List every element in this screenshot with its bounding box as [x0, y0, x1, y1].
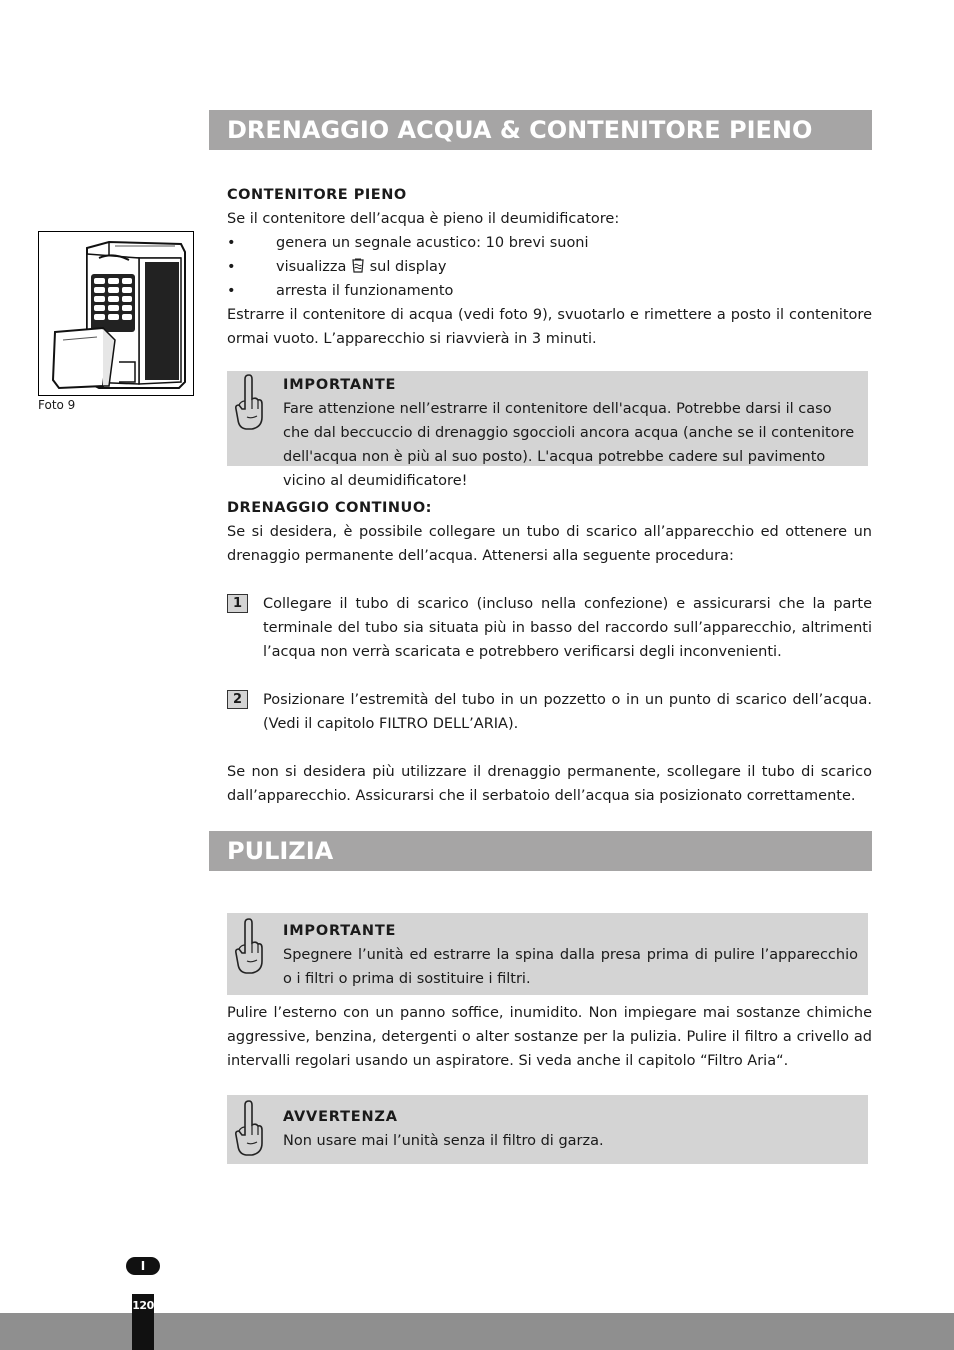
important-note-cleaning	[227, 913, 868, 995]
step-1	[227, 592, 872, 664]
note-heading: IMPORTANTE	[283, 923, 397, 939]
continuous-drain-heading: DRENAGGIO CONTINUO:	[227, 500, 432, 516]
continuous-drain-outro-block	[227, 760, 872, 808]
bullet-item	[227, 231, 872, 255]
pointing-hand-icon	[233, 373, 265, 431]
step-text: Posizionare l’estremità del tubo in un pozzetto o in un punto di scarico dell’acqua. (Vedi il capitolo FILTRO DELL’ARIA).	[263, 692, 872, 732]
bullet-dot: •	[227, 235, 236, 251]
step-number: 1	[227, 594, 248, 613]
bullet-text: arresta il funzionamento	[276, 283, 454, 299]
full-tank-heading: CONTENITORE PIENO	[227, 187, 407, 203]
step-text: Collegare il tubo di scarico (incluso nella confezione) e assicurarsi che la parte terminale del tubo sia situata più in basso del raccordo sull’apparecchio, altrimenti l’acqua non verrà scaricata e potrebbero verificarsi degli inconvenienti.	[263, 596, 872, 660]
section-title-cleaning: PULIZIA	[209, 831, 872, 871]
pointing-hand-icon	[233, 917, 265, 975]
continuous-drain-intro: Se si desidera, è possibile collegare un tubo di scarico all’apparecchio ed ottenere un drenaggio permanente dell’acqua. Attenersi alla seguente procedura:	[227, 524, 872, 564]
important-note-drainage	[227, 371, 868, 489]
warning-note	[227, 1095, 868, 1164]
bullet-text: visualizza	[276, 259, 347, 275]
bullet-dot: •	[227, 283, 236, 299]
cleaning-body-block	[227, 1001, 872, 1073]
figure-caption: Foto 9	[38, 398, 76, 412]
note-heading: IMPORTANTE	[283, 377, 397, 393]
full-tank-block	[227, 183, 872, 351]
language-badge: I	[126, 1257, 160, 1275]
section-title-drainage: DRENAGGIO ACQUA & CONTENITORE PIENO	[209, 110, 872, 150]
bullet-item	[227, 279, 872, 303]
bullet-item	[227, 255, 872, 279]
note-heading: AVVERTENZA	[283, 1109, 398, 1125]
tank-full-icon	[351, 258, 365, 273]
full-tank-body: Estrarre il contenitore di acqua (vedi foto 9), svuotarlo e rimettere a posto il contenitore ormai vuoto. L’apparecchio si riavvierà in 3 minuti.	[227, 307, 872, 347]
note-text: Non usare mai l’unità senza il filtro di garza.	[283, 1133, 604, 1149]
bullet-suffix: sul display	[369, 259, 447, 275]
photo-dehumidifier	[38, 231, 194, 396]
step-number: 2	[227, 690, 248, 709]
continuous-drain-block	[227, 496, 872, 568]
full-tank-intro: Se il contenitore dell’acqua è pieno il deumidificatore:	[227, 211, 620, 227]
page-number: 120	[132, 1294, 154, 1350]
cleaning-body: Pulire l’esterno con un panno soffice, inumidito. Non impiegare mai sostanze chimiche aggressive, benzina, detergenti o alter sostanze per la pulizia. Pulire il filtro a crivello ad intervalli regolari usando un aspiratore. Si veda anche il capitolo “Filtro Aria“.	[227, 1005, 872, 1069]
note-text: Spegnere l’unità ed estrarre la spina dalla presa prima di pulire l’apparecchio o i filtri o prima di sostituire i filtri.	[283, 947, 858, 987]
bullet-text: genera un segnale acustico: 10 brevi suoni	[276, 235, 589, 251]
note-text: Fare attenzione nell’estrarre il contenitore dell'acqua. Potrebbe darsi il caso che dal beccuccio di drenaggio sgoccioli ancora acqua (anche se il contenitore dell'acqua non è più al suo posto). L'acqua potrebbe cadere sul pavimento vicino al deumidificatore!	[283, 401, 855, 489]
bullet-dot: •	[227, 259, 236, 275]
dehumidifier-illustration	[39, 232, 193, 395]
pointing-hand-icon	[233, 1099, 265, 1157]
continuous-drain-outro: Se non si desidera più utilizzare il drenaggio permanente, scollegare il tubo di scarico dall’apparecchio. Assicurarsi che il serbatoio dell’acqua sia posizionato correttamente.	[227, 764, 872, 804]
step-2	[227, 688, 872, 736]
